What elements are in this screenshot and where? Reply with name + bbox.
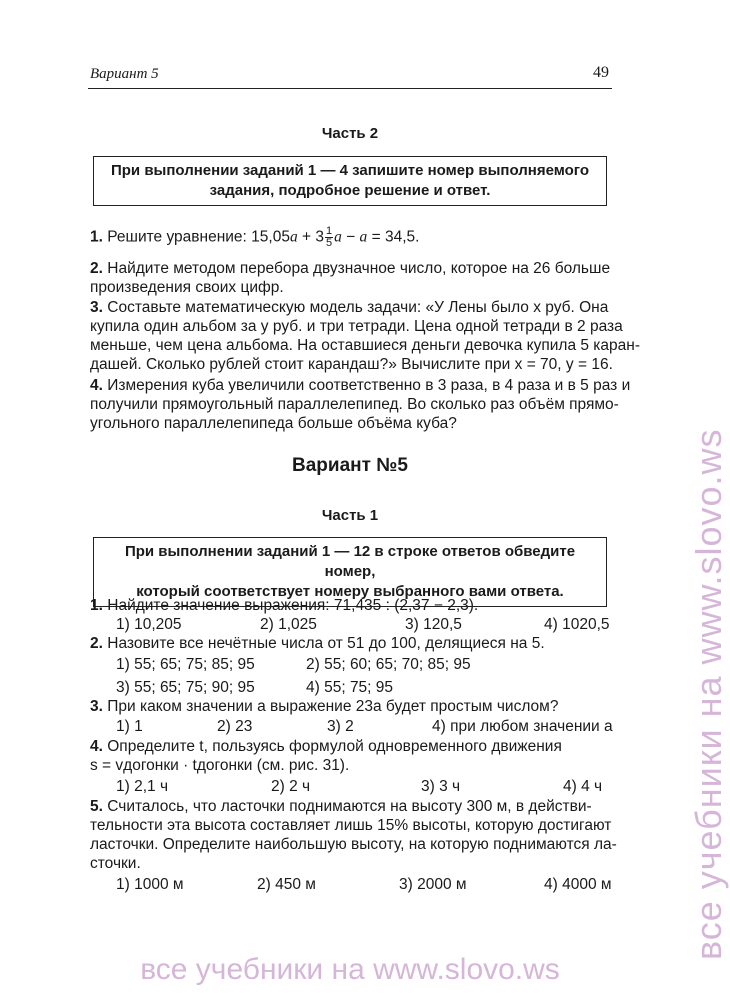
task1-text: Решите уравнение: 15,05 bbox=[107, 228, 290, 246]
answer-option[interactable]: 4) 4 ч bbox=[563, 778, 603, 795]
part2-task3-line2: купила один альбом за y руб. и три тетради. Цена одной тетради в 2 раза bbox=[90, 318, 623, 335]
question-3 bbox=[90, 698, 558, 716]
answer-option[interactable]: 2) 55; 60; 65; 70; 85; 95 bbox=[306, 656, 471, 673]
answer-option[interactable]: 2) 2 ч bbox=[271, 778, 311, 795]
task1-end: = 34,5. bbox=[367, 228, 420, 246]
answer-option[interactable]: 1) 10,205 bbox=[116, 616, 182, 633]
var-a: a bbox=[289, 228, 298, 246]
part1-title: Часть 1 bbox=[321, 507, 379, 524]
task-text: Измерения куба увеличили соответственно в 3 раза, в 4 раза и в 5 раз и bbox=[107, 377, 631, 394]
question-number: 2. bbox=[90, 635, 103, 652]
task-number: 4. bbox=[90, 377, 103, 394]
answer-option[interactable]: 3) 2000 м bbox=[399, 876, 467, 893]
part2-instruction-line: При выполнении заданий 1 — 4 запишите номер выполняемого bbox=[110, 162, 590, 179]
task-text: Найдите методом перебора двузначное число, которое на 26 больше bbox=[107, 260, 611, 277]
question-1 bbox=[90, 597, 478, 615]
part2-task4-line3: угольного параллелепипеда больше объёма куба? bbox=[90, 415, 457, 432]
part2-task4-line2: получили прямоугольный параллелепипед. Во сколько раз объём прямо- bbox=[90, 396, 619, 413]
question-5-line3: ласточки. Определите наибольшую высоту, на которую поднимаются ла- bbox=[90, 836, 617, 853]
question-number: 1. bbox=[90, 597, 103, 614]
answer-option[interactable]: 3) 2 bbox=[327, 718, 354, 735]
part2-task3-line4: дашей. Сколько рублей стоит карандаш?» Вычислите при x = 70, y = 16. bbox=[90, 356, 613, 373]
answer-option[interactable]: 3) 55; 65; 75; 90; 95 bbox=[116, 679, 255, 696]
part2-instruction-line: задания, подробное решение и ответ. bbox=[209, 182, 491, 199]
answer-option[interactable]: 1) 1000 м bbox=[116, 876, 184, 893]
task-text: Составьте математическую модель задачи: «У Лены было x руб. Она bbox=[107, 299, 609, 316]
bottom-watermark: все учебники на www.slovo.ws bbox=[140, 953, 560, 986]
question-number: 4. bbox=[90, 738, 103, 755]
part2-title: Часть 2 bbox=[321, 125, 379, 142]
part1-instruction-line: который соответствует номеру выбранного вами ответа. bbox=[136, 583, 564, 600]
fraction-numerator: 1 bbox=[326, 225, 333, 237]
part2-task3-line3: меньше, чем цена альбома. На оставшиеся деньги девочка купила 5 каран- bbox=[90, 337, 641, 354]
question-number: 5. bbox=[90, 798, 103, 815]
answer-option[interactable]: 1) 1 bbox=[116, 718, 143, 735]
answer-option[interactable]: 1) 2,1 ч bbox=[116, 778, 169, 795]
answer-option[interactable]: 4) при любом значении a bbox=[432, 718, 613, 735]
question-text: Считалось, что ласточки поднимаются на высоту 300 м, в действи- bbox=[107, 798, 592, 815]
question-text: Определите t, пользуясь формулой одновременного движения bbox=[107, 738, 562, 755]
fraction bbox=[325, 226, 333, 249]
question-number: 3. bbox=[90, 698, 103, 715]
part2-instructions-box bbox=[93, 156, 607, 206]
task-number: 3. bbox=[90, 299, 103, 316]
answer-option[interactable]: 4) 4000 м bbox=[544, 876, 612, 893]
answer-option[interactable]: 2) 450 м bbox=[257, 876, 316, 893]
answer-option[interactable]: 4) 1020,5 bbox=[544, 616, 610, 633]
answer-option[interactable]: 2) 1,025 bbox=[260, 616, 317, 633]
var-a: a bbox=[334, 228, 342, 246]
task1-plus: + 3 bbox=[297, 228, 324, 246]
answer-option[interactable]: 3) 120,5 bbox=[405, 616, 462, 633]
part2-task4-line1 bbox=[90, 377, 630, 395]
question-5-line1 bbox=[90, 798, 592, 816]
question-2 bbox=[90, 635, 545, 653]
answer-option[interactable]: 4) 55; 75; 95 bbox=[306, 679, 394, 696]
question-text: Найдите значение выражения: 71,435 : (2,37 − 2,3). bbox=[107, 597, 479, 614]
question-5-line4: сточки. bbox=[90, 855, 141, 872]
page-number: 49 bbox=[593, 64, 609, 81]
part2-task1 bbox=[90, 226, 419, 249]
question-4 bbox=[90, 738, 562, 756]
answer-option[interactable]: 3) 3 ч bbox=[421, 778, 461, 795]
var-a: a bbox=[359, 228, 368, 246]
variant-title: Вариант №5 bbox=[292, 455, 408, 476]
question-text: Назовите все нечётные числа от 51 до 100, делящиеся на 5. bbox=[107, 635, 545, 652]
running-header: Вариант 5 bbox=[90, 66, 159, 82]
part1-instruction-line: При выполнении заданий 1 — 12 в строке ответов обведите номер, bbox=[124, 543, 576, 580]
answer-option[interactable]: 1) 55; 65; 75; 85; 95 bbox=[116, 656, 255, 673]
task-number: 2. bbox=[90, 260, 103, 277]
part2-task2-line2: произведения своих цифр. bbox=[90, 279, 284, 296]
header-divider bbox=[88, 88, 612, 89]
part2-task2-line1 bbox=[90, 260, 610, 278]
question-5-line2: тельности эта высота составляет лишь 15% высоты, которую достигают bbox=[90, 817, 612, 834]
question-text: При каком значении a выражение 23a будет простым числом? bbox=[107, 698, 559, 715]
task-number: 1. bbox=[90, 228, 103, 246]
part2-task3-line1 bbox=[90, 299, 608, 317]
answer-option[interactable]: 2) 23 bbox=[217, 718, 253, 735]
side-watermark: все учебники на www.slovo.ws bbox=[688, 428, 729, 960]
question-4-formula: s = vдогонки · tдогонки (см. рис. 31). bbox=[90, 757, 350, 774]
fraction-denominator: 5 bbox=[326, 237, 333, 249]
task1-minus: − bbox=[341, 228, 360, 246]
